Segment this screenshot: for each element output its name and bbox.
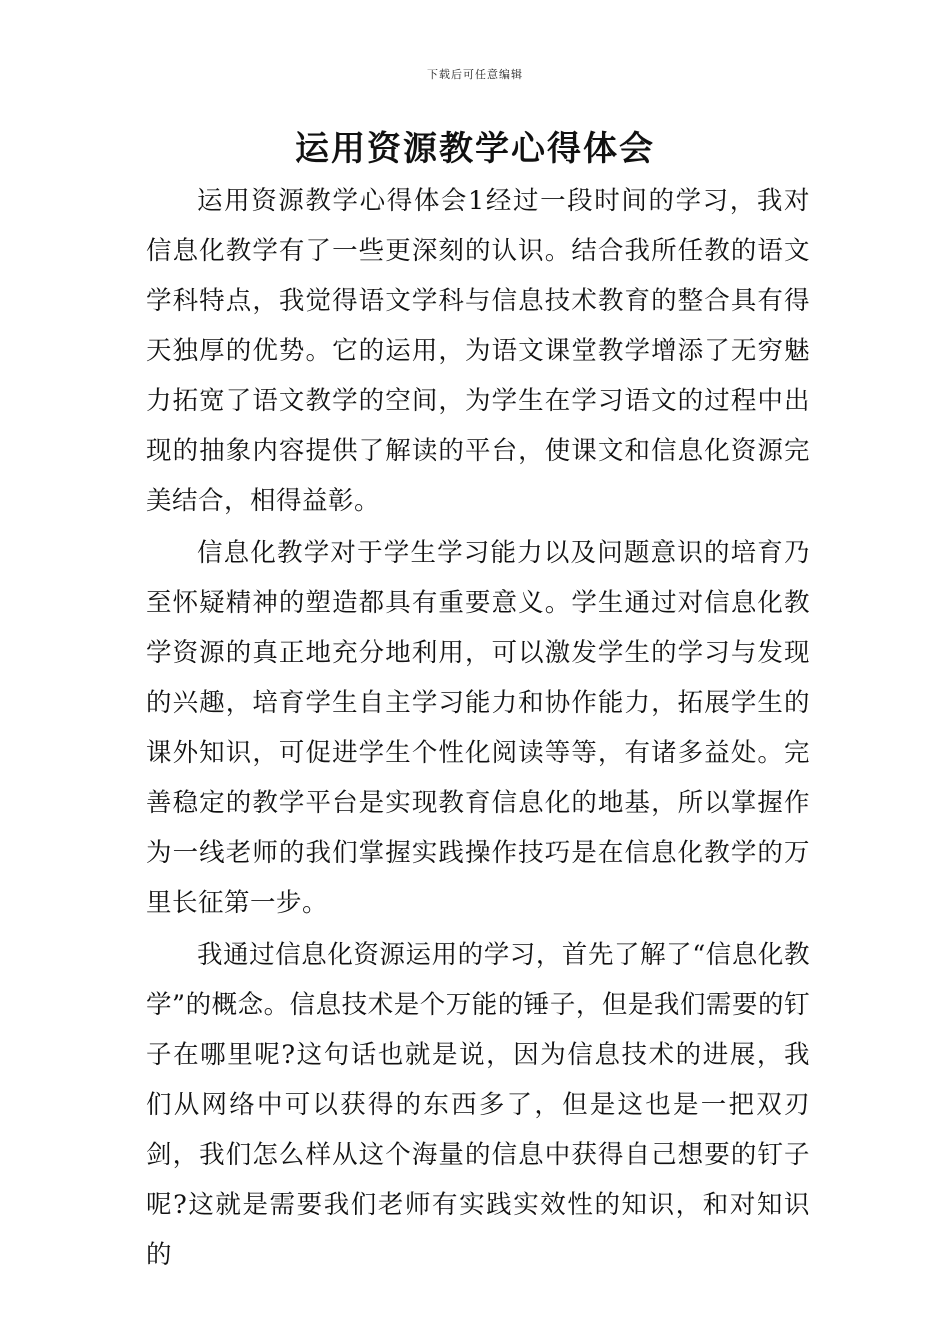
document-title: 运用资源教学心得体会	[295, 129, 655, 169]
header-note: 下载后可任意编辑	[427, 68, 523, 81]
paragraph-2: 信息化教学对于学生学习能力以及问题意识的培育乃至怀疑精神的塑造都具有重要意义。学生通过对信息化教学资源的真正地充分地利用，可以激发学生的学习与发现的兴趣，培育学生自主学习能力和协作能力，拓展学生的课外知识，可促进学生个性化阅读等等，有诸多益处。完善稳定的教学平台是实现教育信息化的地基，所以掌握作为一线老师的我们掌握实践操作技巧是在信息化教学的万里长征第一步。	[146, 538, 810, 918]
paragraph-1: 运用资源教学心得体会1经过一段时间的学习，我对信息化教学有了一些更深刻的认识。结合我所任教的语文学科特点，我觉得语文学科与信息技术教育的整合具有得天独厚的优势。它的运用，为语文课堂教学增添了无穷魅力拓宽了语文教学的空间，为学生在学习语文的过程中出现的抽象内容提供了解读的平台，使课文和信息化资源完美结合，相得益彰。	[146, 186, 810, 516]
paragraph-3: 我通过信息化资源运用的学习，首先了解了“信息化教学”的概念。信息技术是个万能的锤子，但是我们需要的钉子在哪里呢?这句话也就是说，因为信息技术的进展，我们从网络中可以获得的东西多了，但是这也是一把双刃剑，我们怎么样从这个海量的信息中获得自己想要的钉子呢?这就是需要我们老师有实践实效性的知识，和对知识的	[146, 940, 810, 1270]
document-body	[146, 176, 810, 1280]
